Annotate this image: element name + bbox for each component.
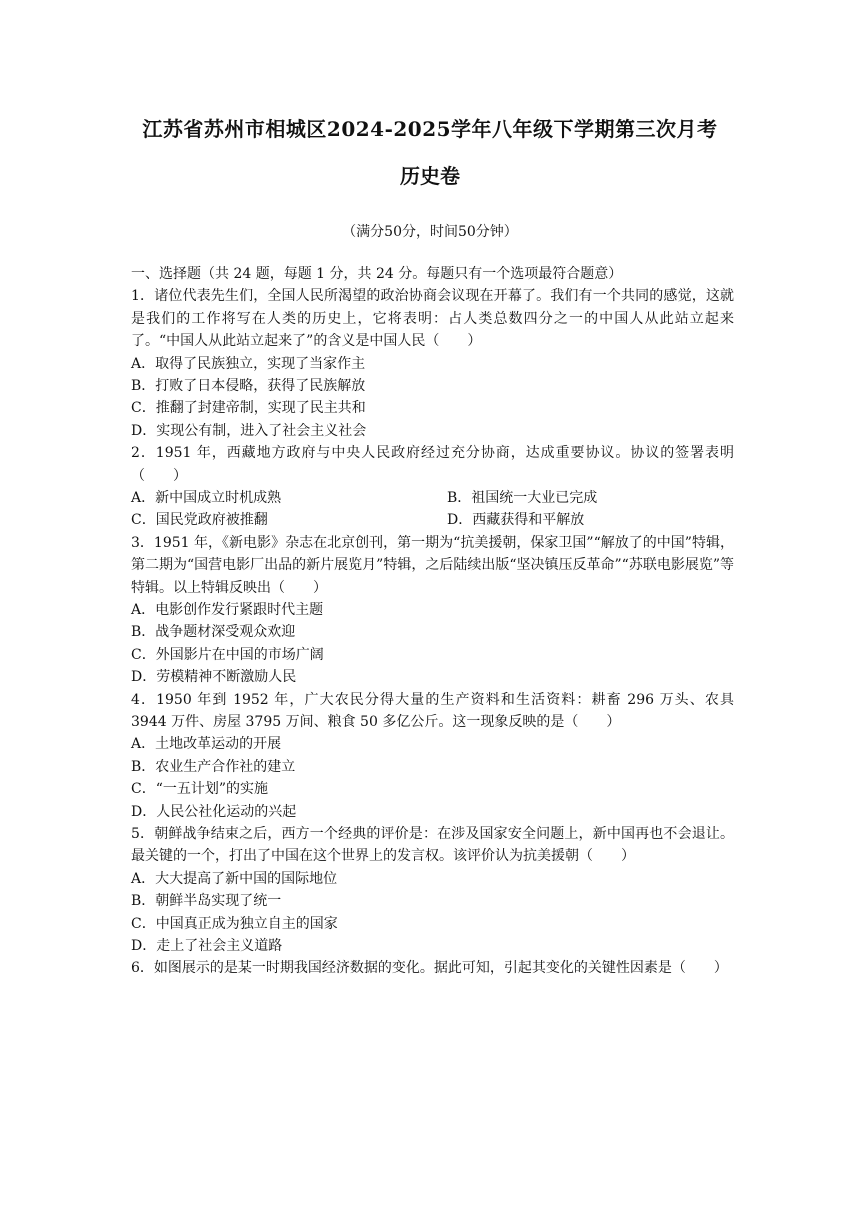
option: A．土地改革运动的开展 — [131, 736, 282, 753]
option: C．中国真正成为独立自主的国家 — [131, 915, 338, 932]
option: C．推翻了封建帝制，实现了民主共和 — [131, 400, 366, 417]
question-stem: 4．1950 年到 1952 年，广大农民分得大量的生产资料和生活资料：耕畜 296 万头、农具 3944 万件、房屋 3795 万间、粮食 50 多亿公斤。这一现象反映的是（ ） — [131, 691, 734, 730]
option: D．走上了社会主义道路 — [131, 937, 283, 954]
option: A．新中国成立时机成熟 — [131, 489, 282, 506]
option: B．农业生产合作社的建立 — [131, 758, 296, 775]
exam-info: （满分50分，时间50分钟） — [342, 224, 518, 240]
option: D．实现公有制，进入了社会主义社会 — [131, 422, 367, 439]
option: C．国民党政府被推翻 — [131, 512, 268, 529]
question-stem: 1．诸位代表先生们，全国人民所渴望的政治协商会议现在开幕了。我们有一个共同的感觉，这就是我们的工作将写在人类的历史上，它将表明：占人类总数四分之一的中国人从此站立起来了。“中国人从此站立起来了”的含义是中国人民（ ） — [131, 288, 734, 350]
option-row — [131, 487, 734, 509]
option: C．外国影片在中国的市场广阔 — [131, 646, 324, 663]
option: B．战争题材深受观众欢迎 — [131, 624, 296, 641]
section-heading: 一、选择题（共 24 题，每题 1 分，共 24 分。每题只有一个选项最符合题意） — [131, 266, 623, 282]
option-row — [131, 509, 734, 531]
question-stem: 3．1951 年，《新电影》杂志在北京创刊，第一期为“抗美援朝，保家卫国”“解放了的中国”特辑，第二期为“国营电影厂出品的新片展览月”特辑，之后陆续出版“坚决镇压反革命”“苏联电影展览”等特辑。以上特辑反映出（ ） — [131, 534, 734, 596]
question-stem: 2．1951 年，西藏地方政府与中央人民政府经过充分协商，达成重要协议。协议的签署表明（ ） — [131, 445, 734, 484]
option: B．朝鲜半岛实现了统一 — [131, 893, 282, 910]
option: C．“一五计划”的实施 — [131, 781, 269, 798]
option: A．大大提高了新中国的国际地位 — [131, 870, 338, 887]
option: A．电影创作发行紧跟时代主题 — [131, 601, 324, 618]
page-subtitle: 历史卷 — [400, 164, 460, 188]
question-body — [131, 263, 734, 980]
option: B．祖国统一大业已完成 — [447, 489, 598, 506]
option: A．取得了民族独立，实现了当家作主 — [131, 355, 366, 372]
question-stem: 6．如图展示的是某一时期我国经济数据的变化。据此可知，引起其变化的关键性因素是（ ） — [131, 960, 728, 977]
option: D．西藏获得和平解放 — [447, 512, 585, 529]
option: D．劳模精神不断激励人民 — [131, 669, 297, 686]
option: B．打败了日本侵略，获得了民族解放 — [131, 378, 366, 394]
page-title: 江苏省苏州市相城区2024-2025学年八年级下学期第三次月考 — [142, 117, 718, 141]
option: D．人民公社化运动的兴起 — [131, 803, 297, 820]
question-stem: 5．朝鲜战争结束之后，西方一个经典的评价是：在涉及国家安全问题上，新中国再也不会退让。最关键的一个，打出了中国在这个世界上的发言权。该评价认为抗美援朝（ ） — [131, 825, 734, 865]
